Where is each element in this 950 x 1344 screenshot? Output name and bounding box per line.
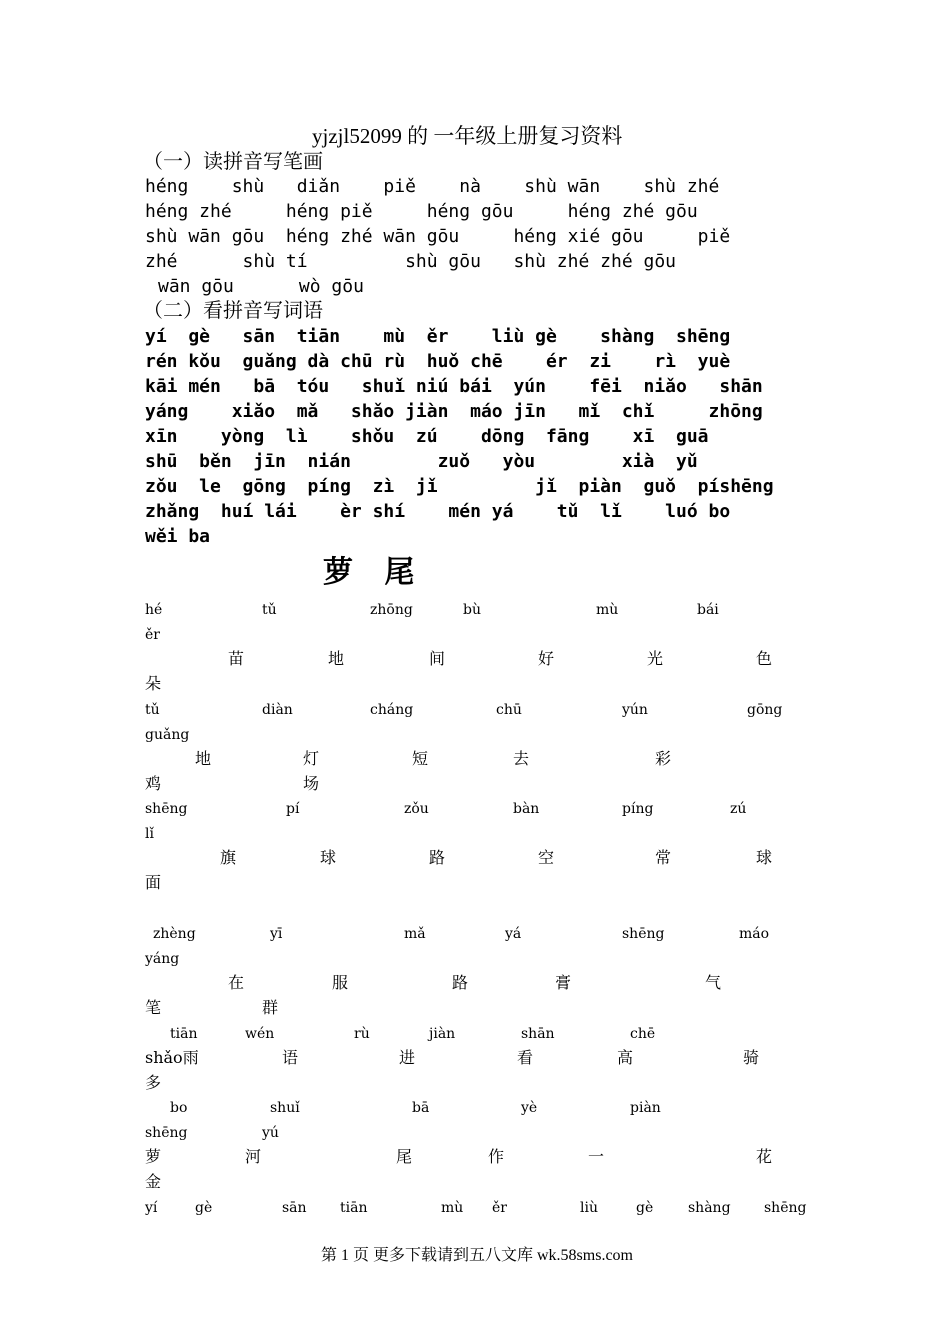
pinyin-cell: bā: [412, 1100, 430, 1116]
pinyin-cell: píng: [622, 801, 654, 817]
hanzi-cell: 短: [412, 749, 429, 768]
pinyin-cell: ěr: [492, 1200, 507, 1216]
hanzi-cell: 气: [705, 973, 722, 992]
section-1-line: wān gōu wò gōu: [158, 276, 364, 297]
hanzi-cell: 进: [399, 1048, 416, 1067]
pinyin-cell: gè: [636, 1200, 654, 1216]
pinyin-cell: wén: [245, 1026, 275, 1042]
pinyin-cell: shēng: [764, 1200, 807, 1216]
pinyin-cell: máo: [739, 926, 770, 942]
hanzi-cell: 群: [262, 998, 279, 1017]
hanzi-cell: 旗: [220, 848, 237, 867]
pinyin-cell: yáng: [145, 951, 180, 967]
section-2-line: zhǎng huí lái èr shí mén yá tǔ lǐ luó bo: [145, 501, 731, 522]
hanzi-cell: 一: [588, 1147, 605, 1166]
pinyin-cell: yí: [145, 1200, 158, 1216]
hanzi-cell: 彩: [655, 749, 672, 768]
hanzi-cell: 语: [282, 1048, 299, 1067]
section-1-line: héng zhé héng piě héng gōu héng zhé gōu: [145, 201, 698, 222]
document-title: yjzjl52099 的 一年级上册复习资料: [312, 124, 623, 148]
hanzi-cell: 地: [328, 649, 345, 668]
pinyin-cell: jiàn: [429, 1026, 456, 1042]
pinyin-cell: ěr: [145, 627, 160, 643]
hanzi-cell: 河: [245, 1147, 262, 1166]
pinyin-cell: rù: [354, 1026, 370, 1042]
section-2-line: yí gè sān tiān mù ěr liù gè shàng shēng: [145, 326, 731, 347]
hanzi-cell: 萝: [145, 1147, 162, 1166]
pinyin-cell: yè: [521, 1100, 538, 1116]
pinyin-cell: zhèng: [153, 926, 196, 942]
section-2-line: rén kǒu guǎng dà chū rù huǒ chē ér zi rì yuè: [145, 351, 731, 372]
section-1-line: héng shù diǎn piě nà shù wān shù zhé: [145, 176, 720, 197]
hanzi-cell: 笔: [145, 998, 162, 1017]
pinyin-cell: bàn: [513, 801, 540, 817]
section-1-line: zhé shù tí shù gōu shù zhé zhé gōu: [145, 251, 677, 272]
hanzi-cell: 地: [195, 749, 212, 768]
hanzi-cell: 去: [513, 749, 530, 768]
hanzi-cell: 多: [145, 1073, 162, 1092]
pinyin-cell: shēng: [145, 801, 188, 817]
pinyin-cell: chē: [630, 1026, 656, 1042]
pinyin-cell: yú: [262, 1125, 279, 1141]
pinyin-cell: shàng: [688, 1200, 731, 1216]
pinyin-cell: yún: [622, 702, 648, 718]
hanzi-cell: 面: [145, 873, 162, 892]
mixed-cell: shǎo雨: [145, 1048, 199, 1067]
pinyin-cell: shuǐ: [270, 1100, 300, 1116]
pinyin-cell: mù: [596, 602, 619, 618]
hanzi-cell: 苗: [228, 649, 245, 668]
section-1-heading: （一）读拼音写笔画: [143, 149, 323, 173]
pinyin-cell: gōng: [747, 702, 783, 718]
hanzi-cell: 灯: [303, 749, 320, 768]
pinyin-cell: zǒu: [404, 801, 429, 817]
section-2-heading: （二）看拼音写词语: [143, 298, 323, 322]
pinyin-cell: hé: [145, 602, 163, 618]
pinyin-cell: diàn: [262, 702, 293, 718]
pinyin-cell: chū: [496, 702, 522, 718]
hanzi-cell: 光: [647, 649, 664, 668]
hanzi-cell: 路: [429, 848, 446, 867]
pinyin-cell: zú: [730, 801, 747, 817]
section-2-line: yáng xiǎo mǎ shǎo jiàn máo jīn mǐ chǐ zhōng: [145, 401, 763, 422]
pinyin-cell: yī: [270, 926, 283, 942]
hanzi-cell: 空: [538, 848, 555, 867]
pinyin-cell: guǎng: [145, 727, 190, 743]
pinyin-cell: gè: [195, 1200, 213, 1216]
pinyin-cell: sān: [282, 1200, 307, 1216]
pinyin-cell: bù: [463, 602, 481, 618]
hanzi-cell: 金: [145, 1172, 162, 1191]
pinyin-cell: tǔ: [262, 602, 277, 618]
page-footer: 第 1 页 更多下载请到五八文库 wk.58sms.com: [321, 1247, 634, 1264]
hanzi-cell: 膏: [555, 973, 572, 992]
section-2-line: kāi mén bā tóu shuǐ niú bái yún fēi niǎo shān: [145, 376, 763, 397]
hanzi-cell: 服: [332, 973, 349, 992]
hanzi-cell: 场: [303, 774, 320, 793]
pinyin-cell: tǔ: [145, 702, 160, 718]
hanzi-cell: 在: [228, 973, 245, 992]
pinyin-cell: pí: [286, 801, 300, 817]
pinyin-cell: shēng: [622, 926, 665, 942]
pinyin-cell: bo: [170, 1100, 188, 1116]
pinyin-cell: yá: [505, 926, 522, 942]
pinyin-cell: liù: [580, 1200, 598, 1216]
hanzi-cell: 常: [655, 848, 672, 867]
pinyin-cell: bái: [697, 602, 719, 618]
hanzi-cell: 看: [517, 1048, 534, 1067]
section-1-line: shù wān gōu héng zhé wān gōu héng xié gōu piě: [145, 226, 731, 247]
pinyin-cell: zhōng: [370, 602, 413, 618]
section-2-line: xīn yòng lì shǒu zú dōng fāng xī guā: [145, 426, 709, 447]
pinyin-cell: tiān: [170, 1026, 198, 1042]
pinyin-cell: cháng: [370, 702, 414, 718]
hanzi-cell: 鸡: [145, 774, 162, 793]
hanzi-cell: 高: [617, 1048, 634, 1067]
section-2-line: zǒu le gōng píng zì jǐ jǐ piàn guǒ píshēng: [145, 476, 774, 497]
section-2-line: shū běn jīn nián zuǒ yòu xià yǔ: [145, 451, 698, 472]
hanzi-cell: 球: [320, 848, 337, 867]
hanzi-cell: 骑: [743, 1048, 760, 1067]
pinyin-cell: mù: [441, 1200, 464, 1216]
hanzi-cell: 朵: [145, 674, 162, 693]
hanzi-cell: 球: [756, 848, 773, 867]
hanzi-cell: 作: [488, 1147, 505, 1166]
hanzi-cell: 间: [429, 649, 446, 668]
pinyin-cell: shān: [521, 1026, 555, 1042]
pinyin-cell: shēng: [145, 1125, 188, 1141]
pinyin-cell: lǐ: [145, 826, 154, 842]
pinyin-cell: mǎ: [404, 926, 426, 942]
hanzi-cell: 花: [756, 1147, 773, 1166]
hanzi-cell: 路: [452, 973, 469, 992]
pinyin-cell: tiān: [340, 1200, 368, 1216]
hanzi-cell: 好: [538, 649, 555, 668]
hanzi-cell: 尾: [396, 1147, 413, 1166]
big-heading: 萝 尾: [323, 555, 415, 590]
hanzi-cell: 色: [756, 649, 773, 668]
section-2-line: wěi ba: [145, 526, 211, 547]
pinyin-cell: piàn: [630, 1100, 661, 1116]
